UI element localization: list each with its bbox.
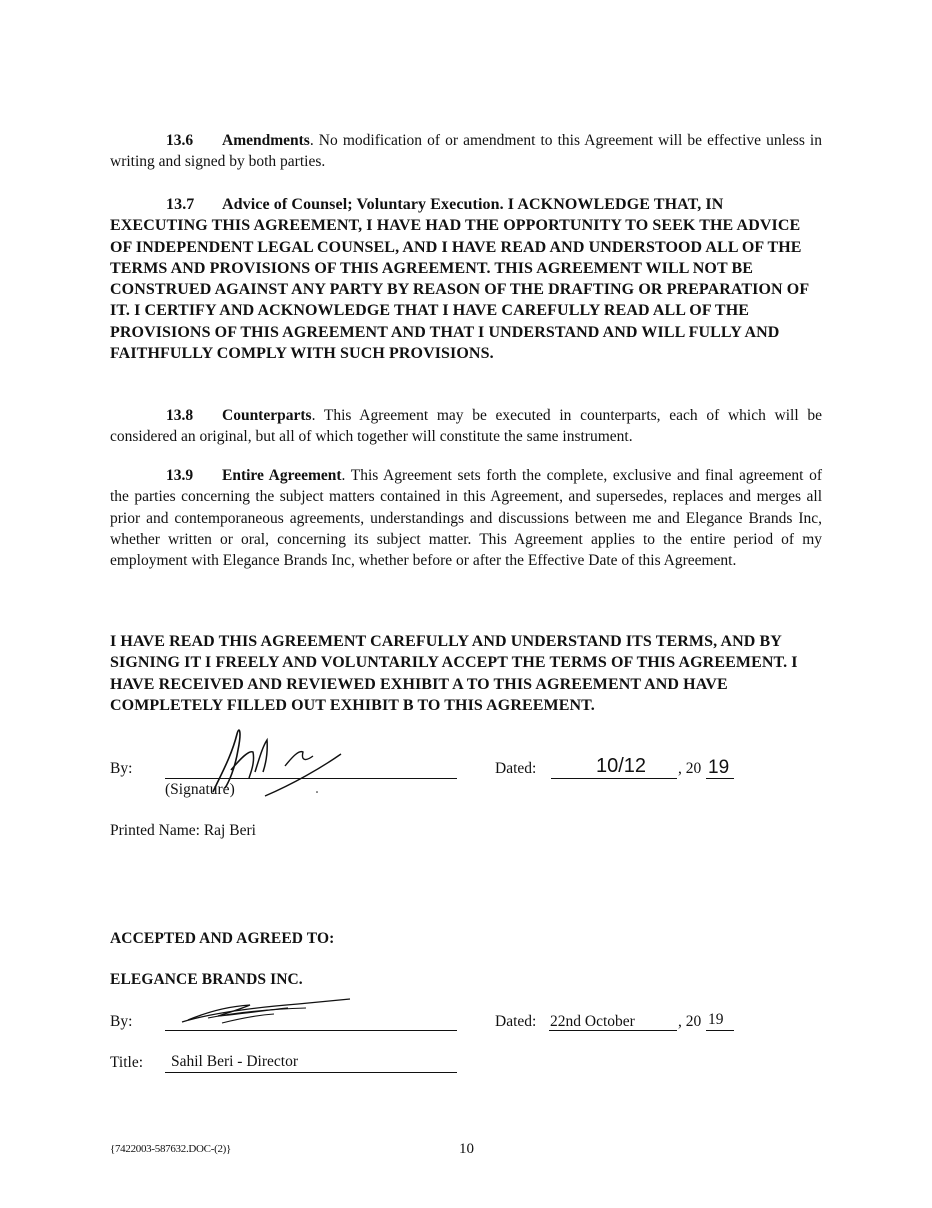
- section-13-6: [110, 130, 822, 173]
- section-title: Advice of Counsel; Voluntary Execution.: [222, 196, 504, 213]
- date-value: 22nd October: [550, 1013, 635, 1030]
- printed-name-value: Raj Beri: [203, 822, 256, 839]
- page-number: 10: [459, 1141, 474, 1157]
- signature-caption: (Signature): [165, 781, 235, 798]
- year-prefix: , 20: [678, 760, 702, 777]
- section-text: . This Agreement sets forth the complete, exclusive and final agreement of the parties concerning the subject matters contained in this Agreement, and supersedes, replaces and merges all prior and contemporaneous agreements, understandings and discussions between me and Elegance Brands Inc, whether written or oral, concerning its subject matter. This Agreement applies to the entire period of my employment with Elegance Brands Inc, whether before or after the Effective Date of this Agreement.: [110, 467, 822, 570]
- section-number: 13.6: [166, 132, 194, 149]
- printed-name-label: Printed Name:: [110, 822, 200, 839]
- signature-line: [165, 1030, 457, 1031]
- section-title: Entire Agreement: [222, 467, 342, 484]
- title-value: Sahil Beri - Director: [171, 1053, 298, 1070]
- section-title: Amendments: [222, 132, 310, 149]
- employee-signature: [205, 722, 355, 804]
- section-number: 13.7: [166, 196, 195, 213]
- title-line: [165, 1072, 457, 1073]
- year-prefix: , 20: [678, 1013, 702, 1030]
- date-line: [551, 778, 677, 779]
- section-13-8: [110, 405, 822, 448]
- year-line: [706, 1030, 734, 1031]
- date-value: 10/12: [596, 755, 647, 777]
- accepted-heading: ACCEPTED AND AGREED TO:: [110, 930, 335, 947]
- company-name: ELEGANCE BRANDS INC.: [110, 971, 303, 988]
- section-number: 13.8: [166, 407, 194, 424]
- year-value: 19: [708, 757, 730, 778]
- section-text: . This Agreement may be executed in counterparts, each of which will be considered an original, but all of which together will constitute the same instrument.: [110, 407, 822, 446]
- by-label: By:: [110, 760, 133, 777]
- dated-label: Dated:: [495, 1013, 537, 1030]
- section-text: . No modification of or amendment to this Agreement will be effective unless in writing and signed by both parties.: [110, 132, 822, 171]
- section-13-9: [110, 465, 822, 571]
- year-value: 19: [708, 1011, 724, 1028]
- acknowledgment-statement: I HAVE READ THIS AGREEMENT CAREFULLY AND UNDERSTAND ITS TERMS, AND BY SIGNING IT I FREELY AND VOLUNTARILY ACCEPT THE TERMS OF THIS AGREEMENT. I HAVE RECEIVED AND REVIEWED EXHIBIT A TO THIS AGREEMENT AND HAVE COMPLETELY FILLED OUT EXHIBIT B TO THIS AGREEMENT.: [110, 633, 798, 714]
- section-title: Counterparts: [222, 407, 312, 424]
- by-label: By:: [110, 1013, 133, 1030]
- printed-name: [110, 822, 256, 840]
- dated-label: Dated:: [495, 760, 537, 777]
- section-text: I ACKNOWLEDGE THAT, IN EXECUTING THIS AGREEMENT, I HAVE HAD THE OPPORTUNITY TO SEEK THE ADVICE OF INDEPENDENT LEGAL COUNSEL, AND I HAVE READ AND UNDERSTOOD ALL OF THE TERMS AND PROVISIONS OF THIS AGREEMENT. THIS AGREEMENT WILL NOT BE CONSTRUED AGAINST ANY PARTY BY REASON OF THE DRAFTING OR PREPARATION OF IT. I CERTIFY AND ACKNOWLEDGE THAT I HAVE CAREFULLY READ ALL OF THE PROVISIONS OF THIS AGREEMENT AND THAT I UNDERSTAND AND WILL FULLY AND FAITHFULLY COMPLY WITH SUCH PROVISIONS.: [110, 196, 809, 363]
- company-signature: [178, 996, 358, 1028]
- title-label: Title:: [110, 1054, 144, 1071]
- section-number: 13.9: [166, 467, 194, 484]
- section-13-7: [110, 194, 822, 364]
- document-id: {7422003-587632.DOC-(2)}: [110, 1143, 231, 1155]
